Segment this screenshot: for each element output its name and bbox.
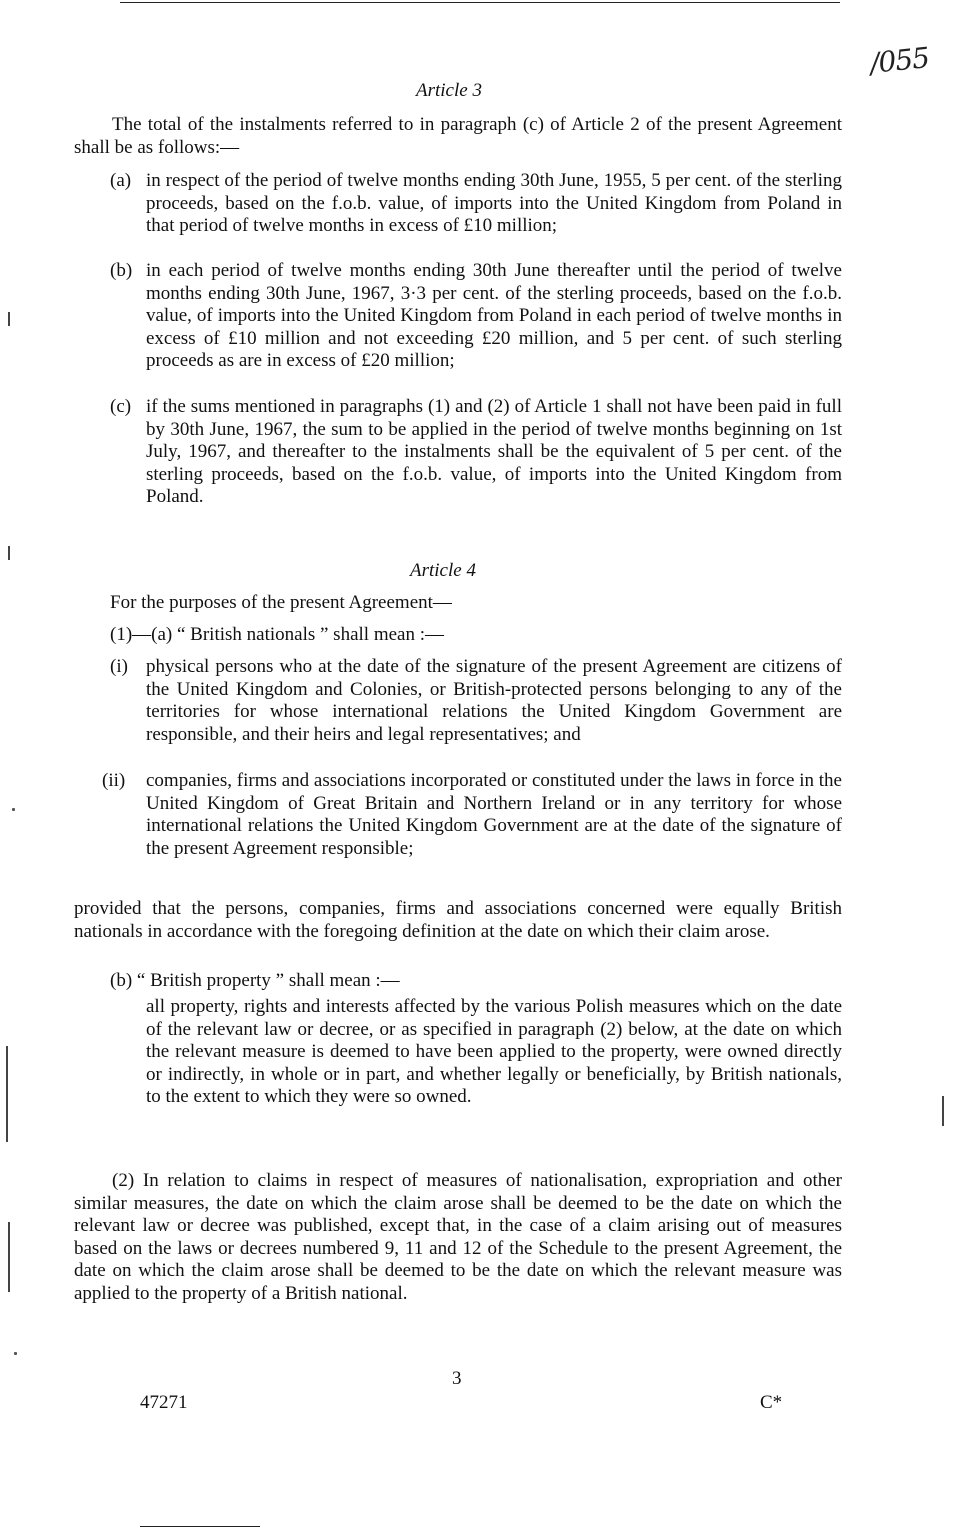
article-3-intro-text: The total of the instalments referred to in paragraph (c) of Article 2 of the present Agreement shall be as follows:— [74, 114, 842, 158]
bottom-scan-rule [140, 1526, 260, 1527]
top-scan-rule [120, 2, 840, 3]
scan-mark [8, 546, 10, 560]
article-3-item-a: in respect of the period of twelve months ending 30th June, 1955, 5 per cent. of the sterling proceeds, based on the f.o.b. value, of imports into the United Kingdom from Poland in that period of twelve months in excess of £10 million; [146, 170, 842, 237]
handwritten-margin-note: /055 [868, 41, 931, 80]
article-3-item-a-label: (a) [110, 170, 132, 191]
article-4-heading: Article 4 [410, 560, 476, 581]
article-4-paragraph-2: (2) In relation to claims in respect of measures of nationalisation, expropriation and other similar measures, the date on which the claim arose shall be deemed to be the date on which the relevant law or decree was published, except that, in the case of a claim arising out of measures based on the laws or decrees numbered 9, 11 and 12 of the Schedule to the present Agreement, the date on which the claim arose shall be deemed to be the date on which the relevant measure was applied to the property of a British national. [74, 1170, 842, 1304]
article-3-item-b-label: (b) [110, 260, 133, 281]
article-3-heading: Article 3 [416, 80, 482, 101]
article-4-item-i: physical persons who at the date of the signature of the present Agreement are citizens of the United Kingdom and Colonies, or British-protected persons belonging to any of the territories for whose international relations the United Kingdom Government are responsible, and their heirs and legal representatives; and [146, 656, 842, 745]
scan-mark [942, 1096, 944, 1126]
page-number: 3 [452, 1368, 462, 1389]
article-3-item-c-label: (c) [110, 396, 132, 417]
article-4-subsection-1a: (1)—(a) “ British nationals ” shall mean :— [110, 624, 444, 645]
scan-mark [6, 1046, 8, 1142]
scan-mark [8, 1222, 10, 1292]
article-3-item-c: if the sums mentioned in paragraphs (1) and (2) of Article 1 shall not have been paid in full by 30th June, 1967, the sum to be applied in the period of twelve months beginning on 1st July, 1967, and thereafter to the instalments shall be the equivalent of 5 per cent. of the sterling proceeds, based on the f.o.b. value, of imports into the United Kingdom from Poland. [146, 396, 842, 508]
scan-mark [14, 1352, 17, 1355]
article-3-intro [74, 114, 842, 159]
article-4-item-i-label: (i) [110, 656, 128, 677]
article-4-british-property-definition: all property, rights and interests affected by the various Polish measures which on the date of the relevant law or decree, or as specified in paragraph (2) below, at the date on which the relevant measure is deemed to have been applied to the property, were owned directly or indirectly, in whole or in part, and whether legally or beneficially, by British nationals, to the extent to which they were so owned. [146, 996, 842, 1108]
signature-mark: C* [760, 1392, 783, 1413]
scan-mark [8, 312, 10, 326]
article-4-proviso: provided that the persons, companies, firms and associations concerned were equally British nationals in accordance with the foregoing definition at the date on which their claim arose. [74, 898, 842, 942]
article-3-item-b: in each period of twelve months ending 30th June thereafter until the period of twelve months ending 30th June, 1967, 3·3 per cent. of the sterling proceeds, based on the f.o.b. value, of imports into the United Kingdom from Poland in each period of twelve months in excess of £10 million and not exceeding £20 million, and 5 per cent. of such sterling proceeds as are in excess of £20 million; [146, 260, 842, 372]
article-4-item-ii-label: (ii) [102, 770, 126, 791]
article-4-intro: For the purposes of the present Agreement— [110, 592, 452, 613]
print-code: 47271 [140, 1392, 188, 1413]
scan-mark [12, 808, 15, 811]
article-4-item-ii: companies, firms and associations incorporated or constituted under the laws in force in the United Kingdom of Great Britain and Northern Ireland or in any territory for whose international relations the United Kingdom Government are at the date of the signature of the present Agreement responsible; [146, 770, 842, 859]
article-4-subsection-b: (b) “ British property ” shall mean :— [110, 970, 400, 991]
